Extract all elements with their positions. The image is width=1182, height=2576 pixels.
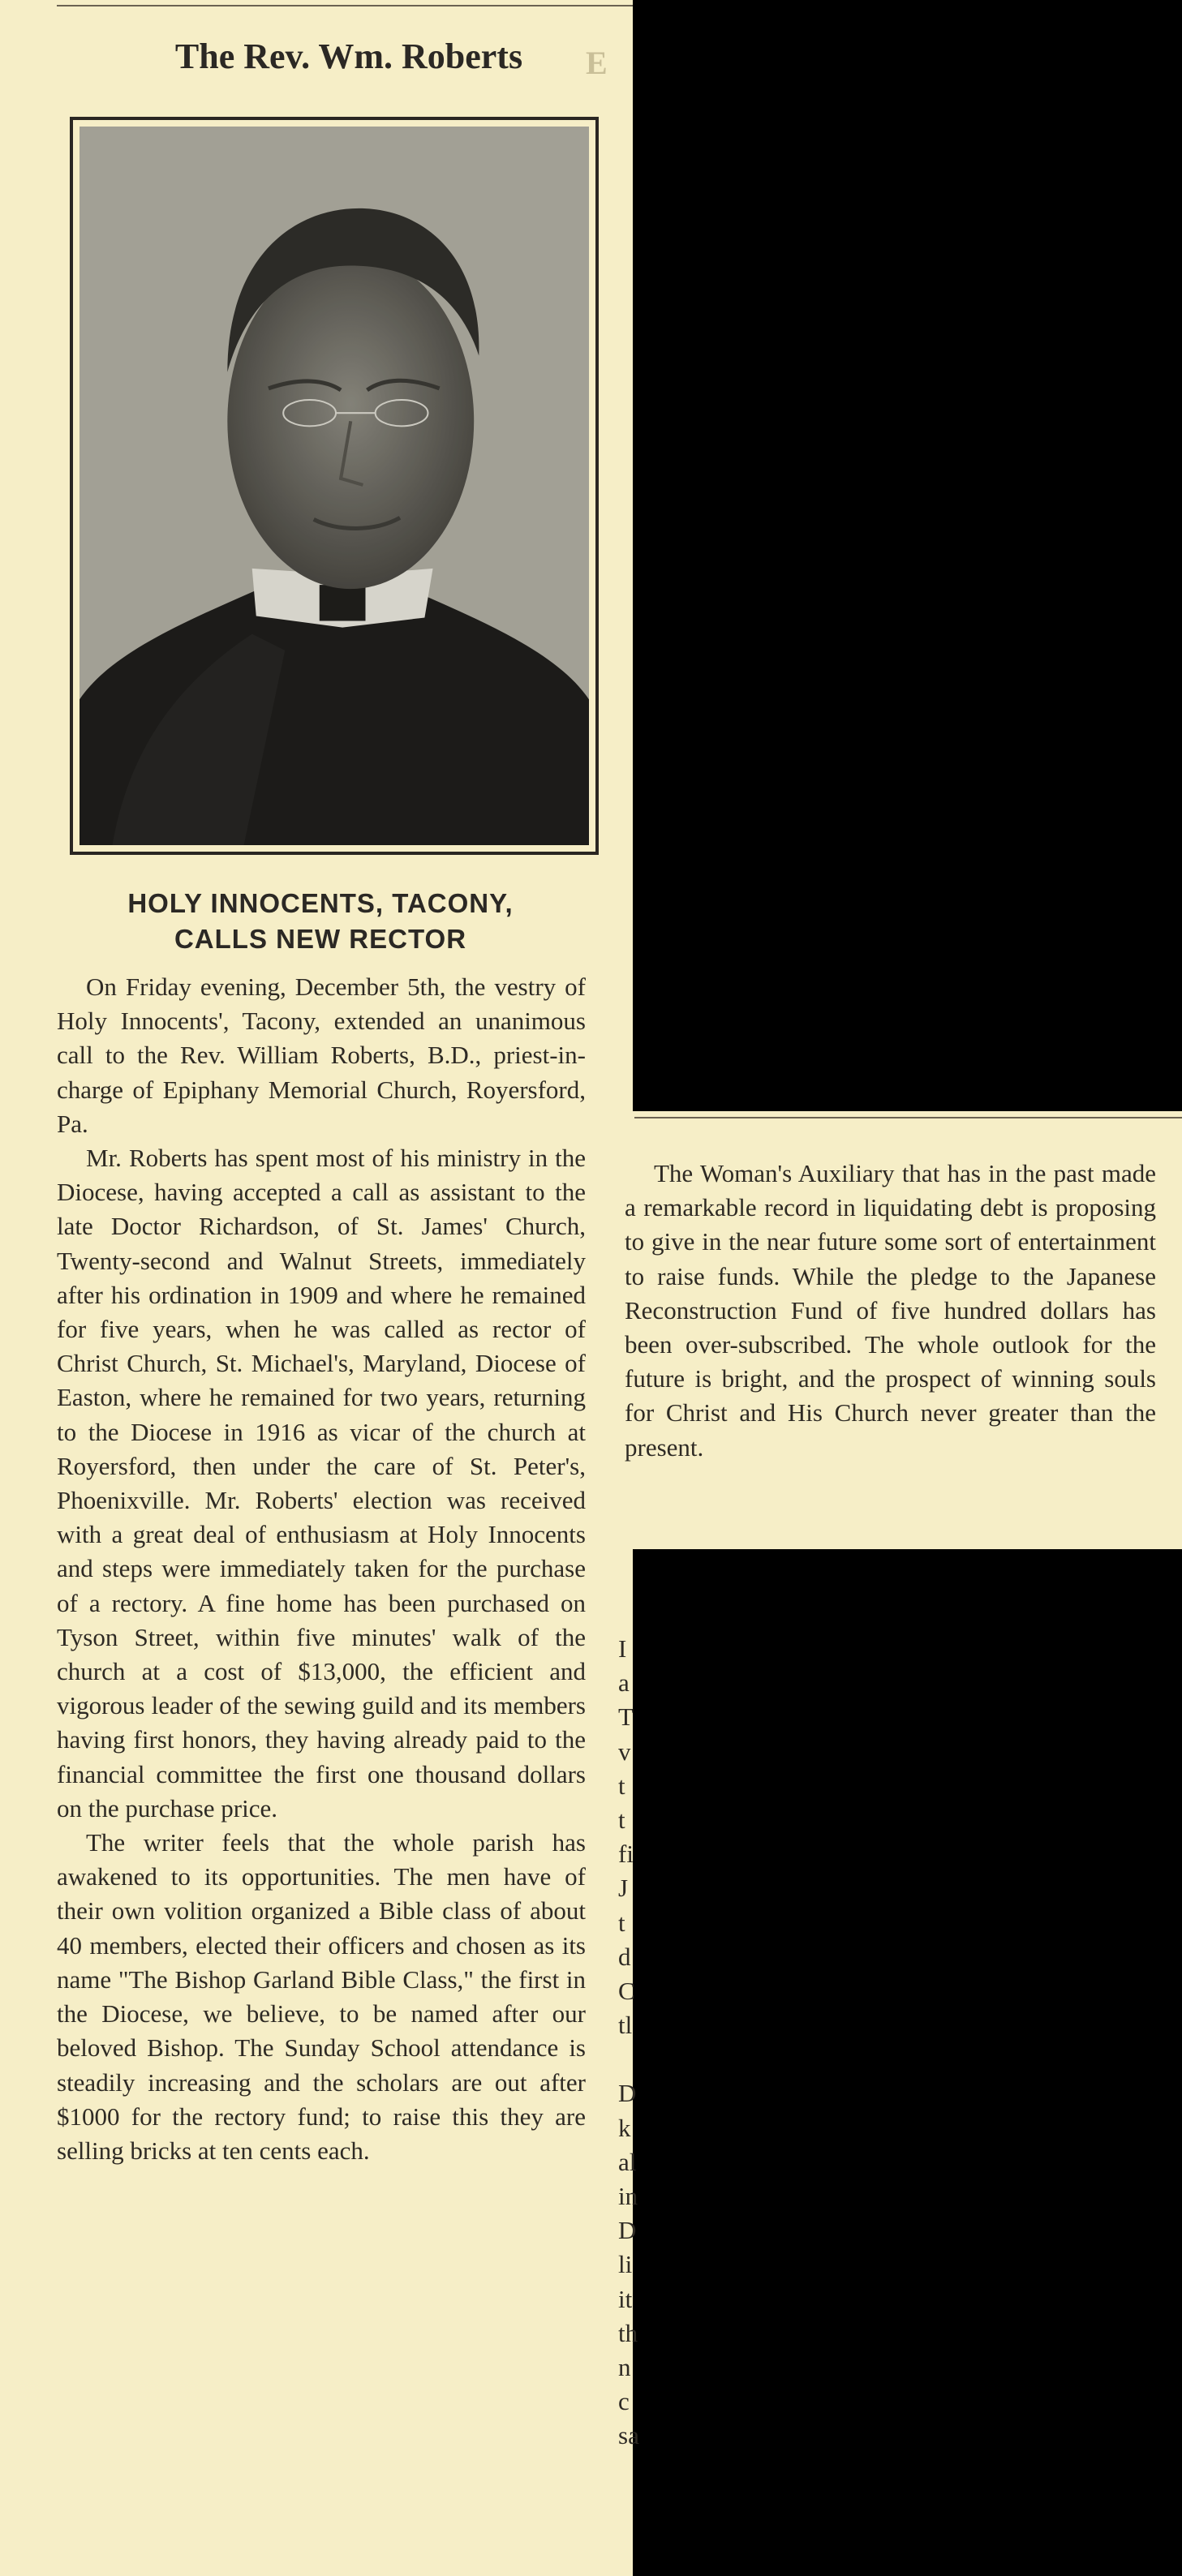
article-continuation: The Woman's Auxiliary that has in the past made a remarkable record in liquidating debt is proposing to give in the near future some sort of entertainment to raise funds. While the pledge to the Japanese Reconstruction Fund of five hundred dollars has been over-subscribed. The whole outlook for the future is bright, and the prospect of winning souls for Christ and His Church never greater than the present. — [625, 1159, 1156, 1462]
clipped-fragment: t — [618, 1908, 625, 1937]
clipped-fragment: fi — [618, 1840, 634, 1869]
portrait-figure — [80, 127, 589, 845]
clipped-fragment: t — [618, 1805, 625, 1834]
portrait-frame — [70, 117, 599, 855]
clipped-adjacent-column — [618, 1632, 639, 2454]
clipped-fragment — [618, 2042, 639, 2076]
bleed-through-heading: E — [586, 45, 609, 81]
top-rule — [57, 5, 633, 6]
article-headline — [49, 886, 592, 957]
article-body-left-column — [57, 970, 586, 2168]
clipped-fragment: d — [618, 1942, 631, 1971]
clipped-fragment: sa — [618, 2421, 639, 2450]
clipped-fragment: v — [618, 1737, 631, 1766]
clipped-fragment: it — [618, 2284, 633, 2313]
article-body-right-column — [625, 1157, 1156, 1465]
headline-line-2: CALLS NEW RECTOR — [174, 924, 467, 954]
clipped-fragment: al — [618, 2147, 637, 2176]
clipped-fragment: I — [618, 1634, 627, 1663]
clipped-fragment: T — [618, 1702, 634, 1732]
continuation-rule — [634, 1117, 1182, 1118]
clipped-fragment: th — [618, 2318, 638, 2347]
clipped-fragment: t — [618, 1771, 625, 1800]
article-paragraph: Mr. Roberts has spent most of his ministry in the Diocese, having accepted a call as assistant to the late Doctor Richardson, of St. James' Church, Twenty-second and Walnut Streets, immediately after his ordination in 1909 and where he remained for five years, when he was called as rector of Christ Church, St. Michael's, Maryland, Diocese of Easton, where he remained for two years, returning to the Diocese in 1916 as vicar of the church at Royersford, then under the care of St. Peter's, Phoenixville. Mr. Roberts' election was received with a great deal of enthusiasm at Holy Innocents and steps were immediately taken for the purchase of a rectory. A fine home has been purchased on Tyson Street, within five minutes' walk of the church at a cost of $13,000, the efficient and vigorous leader of the sewing guild and its members having first honors, they having already paid to the financial committee the first one thousand dollars on the purchase price. — [57, 1144, 586, 1823]
clipped-fragment: in — [618, 2182, 638, 2210]
article-paragraph: The writer feels that the whole parish has awakened to its opportunities. The men have of their own volition organized a Bible class of about 40 members, elected their officers and chosen as its name "The Bishop Garland Bible Class," the first in the Diocese, we believe, to be named after our beloved Bishop. The Sunday School attendance is steadily increasing and the scholars are out after $1000 for the rectory fund; to raise this they are selling bricks at ten cents each. — [57, 1828, 586, 2165]
clipped-fragment: c — [618, 2387, 630, 2416]
portrait-title: The Rev. Wm. Roberts — [174, 36, 523, 76]
clipped-fragment: J — [618, 1874, 629, 1903]
clipped-fragment: a — [618, 1668, 630, 1698]
clipped-fragment: n — [618, 2352, 631, 2381]
headline-line-1: HOLY INNOCENTS, TACONY, — [127, 888, 514, 918]
portrait-photo — [80, 127, 589, 845]
clipped-fragment: k — [618, 2113, 631, 2142]
clipped-fragment: D — [618, 2079, 637, 2108]
clipped-fragment: D — [618, 2216, 637, 2245]
article-paragraph: On Friday evening, December 5th, the vestry of Holy Innocents', Tacony, extended an unanimous call to the Rev. William Roberts, B.D., priest-in-charge of Epiphany Memorial Church, Royersford, Pa. — [57, 972, 586, 1138]
clipped-fragment: tl — [618, 2011, 633, 2040]
clipped-fragment: li — [618, 2250, 633, 2279]
clipped-fragment: C — [618, 1976, 635, 2005]
